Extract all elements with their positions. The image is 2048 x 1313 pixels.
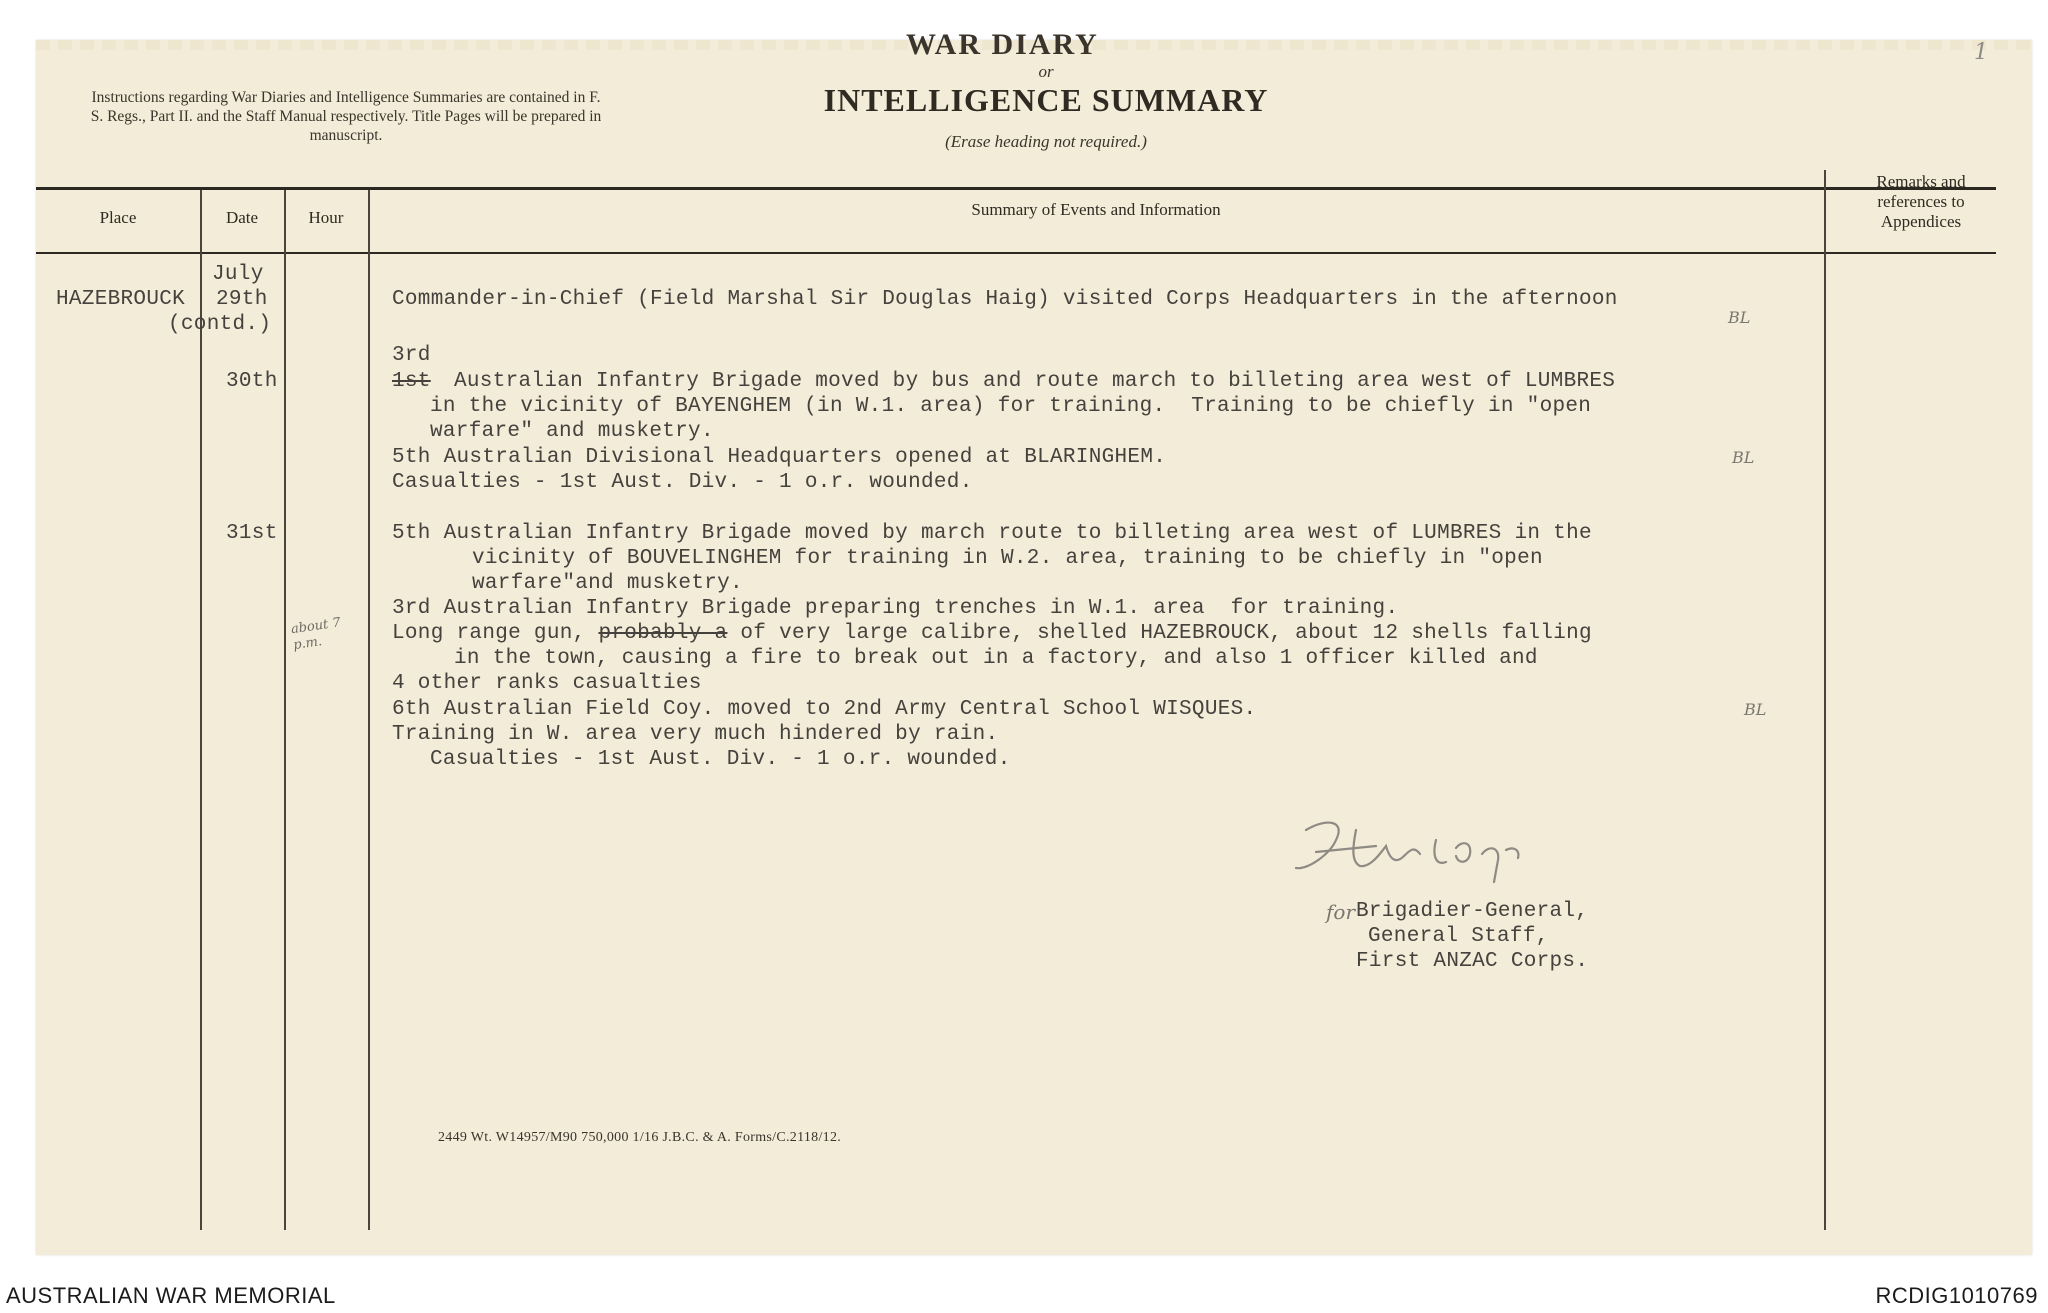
instructions-note: Instructions regarding War Diaries and Intelligence Summaries are contained in F. S. Regs., Part II. and the Staff Manual respectively. Title Pages will be prepared in manuscript. — [90, 89, 602, 144]
col-summary-header: Summary of Events and Information — [971, 200, 1221, 219]
header-title: INTELLIGENCE SUMMARY — [823, 82, 1269, 118]
initials-30: BL — [1732, 448, 1755, 467]
column-divider-hour — [368, 190, 370, 1230]
entry-31-i: Training in W. area very much hindered by rain. — [392, 723, 999, 746]
entry-31-f: in the town, causing a fire to break out in a factory, and also 1 officer killed and — [454, 647, 1538, 670]
place-name: HAZEBROUCK — [56, 288, 186, 311]
entry-31-b: vicinity of BOUVELINGHEM for training in W.2. area, training to be chiefly in "open — [472, 547, 1543, 570]
form-print-line: 2449 Wt. W14957/M90 750,000 1/16 J.B.C. & A. Forms/C.2118/12. — [438, 1130, 842, 1145]
entry-30-a: Australian Infantry Brigade moved by bus and route march to billeting area west of LUMBRES — [454, 370, 1616, 393]
corner-pencil-mark: 1 — [1974, 40, 1988, 65]
entry-31-a: 5th Australian Infantry Brigade moved by march route to billeting area west of LUMBRES in the — [392, 522, 1592, 545]
entry-31-c: warfare"and musketry. — [472, 572, 743, 595]
col-hour-header: Hour — [308, 208, 344, 227]
entry-31-e-struck: probably a — [598, 622, 728, 645]
entry-31-d: 3rd Australian Infantry Brigade preparing trenches in W.1. area for training. — [392, 597, 1399, 620]
initials-31: BL — [1744, 700, 1767, 719]
column-divider-summary — [1824, 170, 1826, 1230]
signature-staff: General Staff, — [1368, 925, 1549, 948]
brigade-struck: 1st — [392, 370, 431, 393]
brigade-insert: 3rd — [392, 344, 431, 367]
column-divider-place — [200, 190, 202, 1230]
header-war-diary: WAR DIARY — [906, 28, 1099, 61]
entry-31-e-pre: Long range gun, — [392, 622, 586, 645]
table-top-rule — [36, 187, 1996, 190]
entry-31-e-post: of very large calibre, shelled HAZEBROUCK, about 12 shells falling — [740, 622, 1592, 645]
table-header-rule — [36, 252, 1996, 254]
entry-31-g: 4 other ranks casualties — [392, 672, 702, 695]
handwritten-signature-icon — [1286, 810, 1556, 890]
archive-caption-left: AUSTRALIAN WAR MEMORIAL — [6, 1283, 336, 1308]
entry-31-h: 6th Australian Field Coy. moved to 2nd Army Central School WISQUES. — [392, 698, 1257, 721]
hour-note: about 7 p.m. — [290, 615, 342, 654]
archive-caption-right: RCDIG1010769 — [1875, 1283, 2038, 1308]
signature-rank: Brigadier-General, — [1356, 900, 1589, 923]
signature-formation: First ANZAC Corps. — [1356, 950, 1589, 973]
entry-30-c: warfare" and musketry. — [430, 420, 714, 443]
entry-30-d: 5th Australian Divisional Headquarters opened at BLARINGHEM. — [392, 446, 1167, 469]
entry-29: Commander-in-Chief (Field Marshal Sir Douglas Haig) visited Corps Headquarters in the afternoon — [392, 288, 1618, 311]
date-30: 30th — [226, 370, 278, 393]
header-erase-note: (Erase heading not required.) — [945, 132, 1147, 151]
entry-31-j: Casualties - 1st Aust. Div. - 1 o.r. wounded. — [430, 748, 1011, 771]
date-month: July — [212, 263, 264, 286]
entry-30-b: in the vicinity of BAYENGHEM (in W.1. area) for training. Training to be chiefly in "open — [430, 395, 1592, 418]
column-divider-date — [284, 190, 286, 1230]
header-or: or — [1038, 62, 1054, 81]
col-place-header: Place — [99, 208, 137, 227]
date-31: 31st — [226, 522, 278, 545]
col-date-header: Date — [225, 208, 259, 227]
place-contd: (contd.) — [168, 313, 272, 336]
entry-31-e — [392, 622, 1592, 645]
col-remarks-header: Remarks and references to Appendices — [1876, 172, 1966, 231]
signature-for: for — [1326, 900, 1356, 924]
entry-30-e: Casualties - 1st Aust. Div. - 1 o.r. wounded. — [392, 471, 973, 494]
diary-sheet — [36, 28, 2032, 1255]
initials-29: BL — [1728, 308, 1751, 327]
date-29: 29th — [216, 288, 268, 311]
